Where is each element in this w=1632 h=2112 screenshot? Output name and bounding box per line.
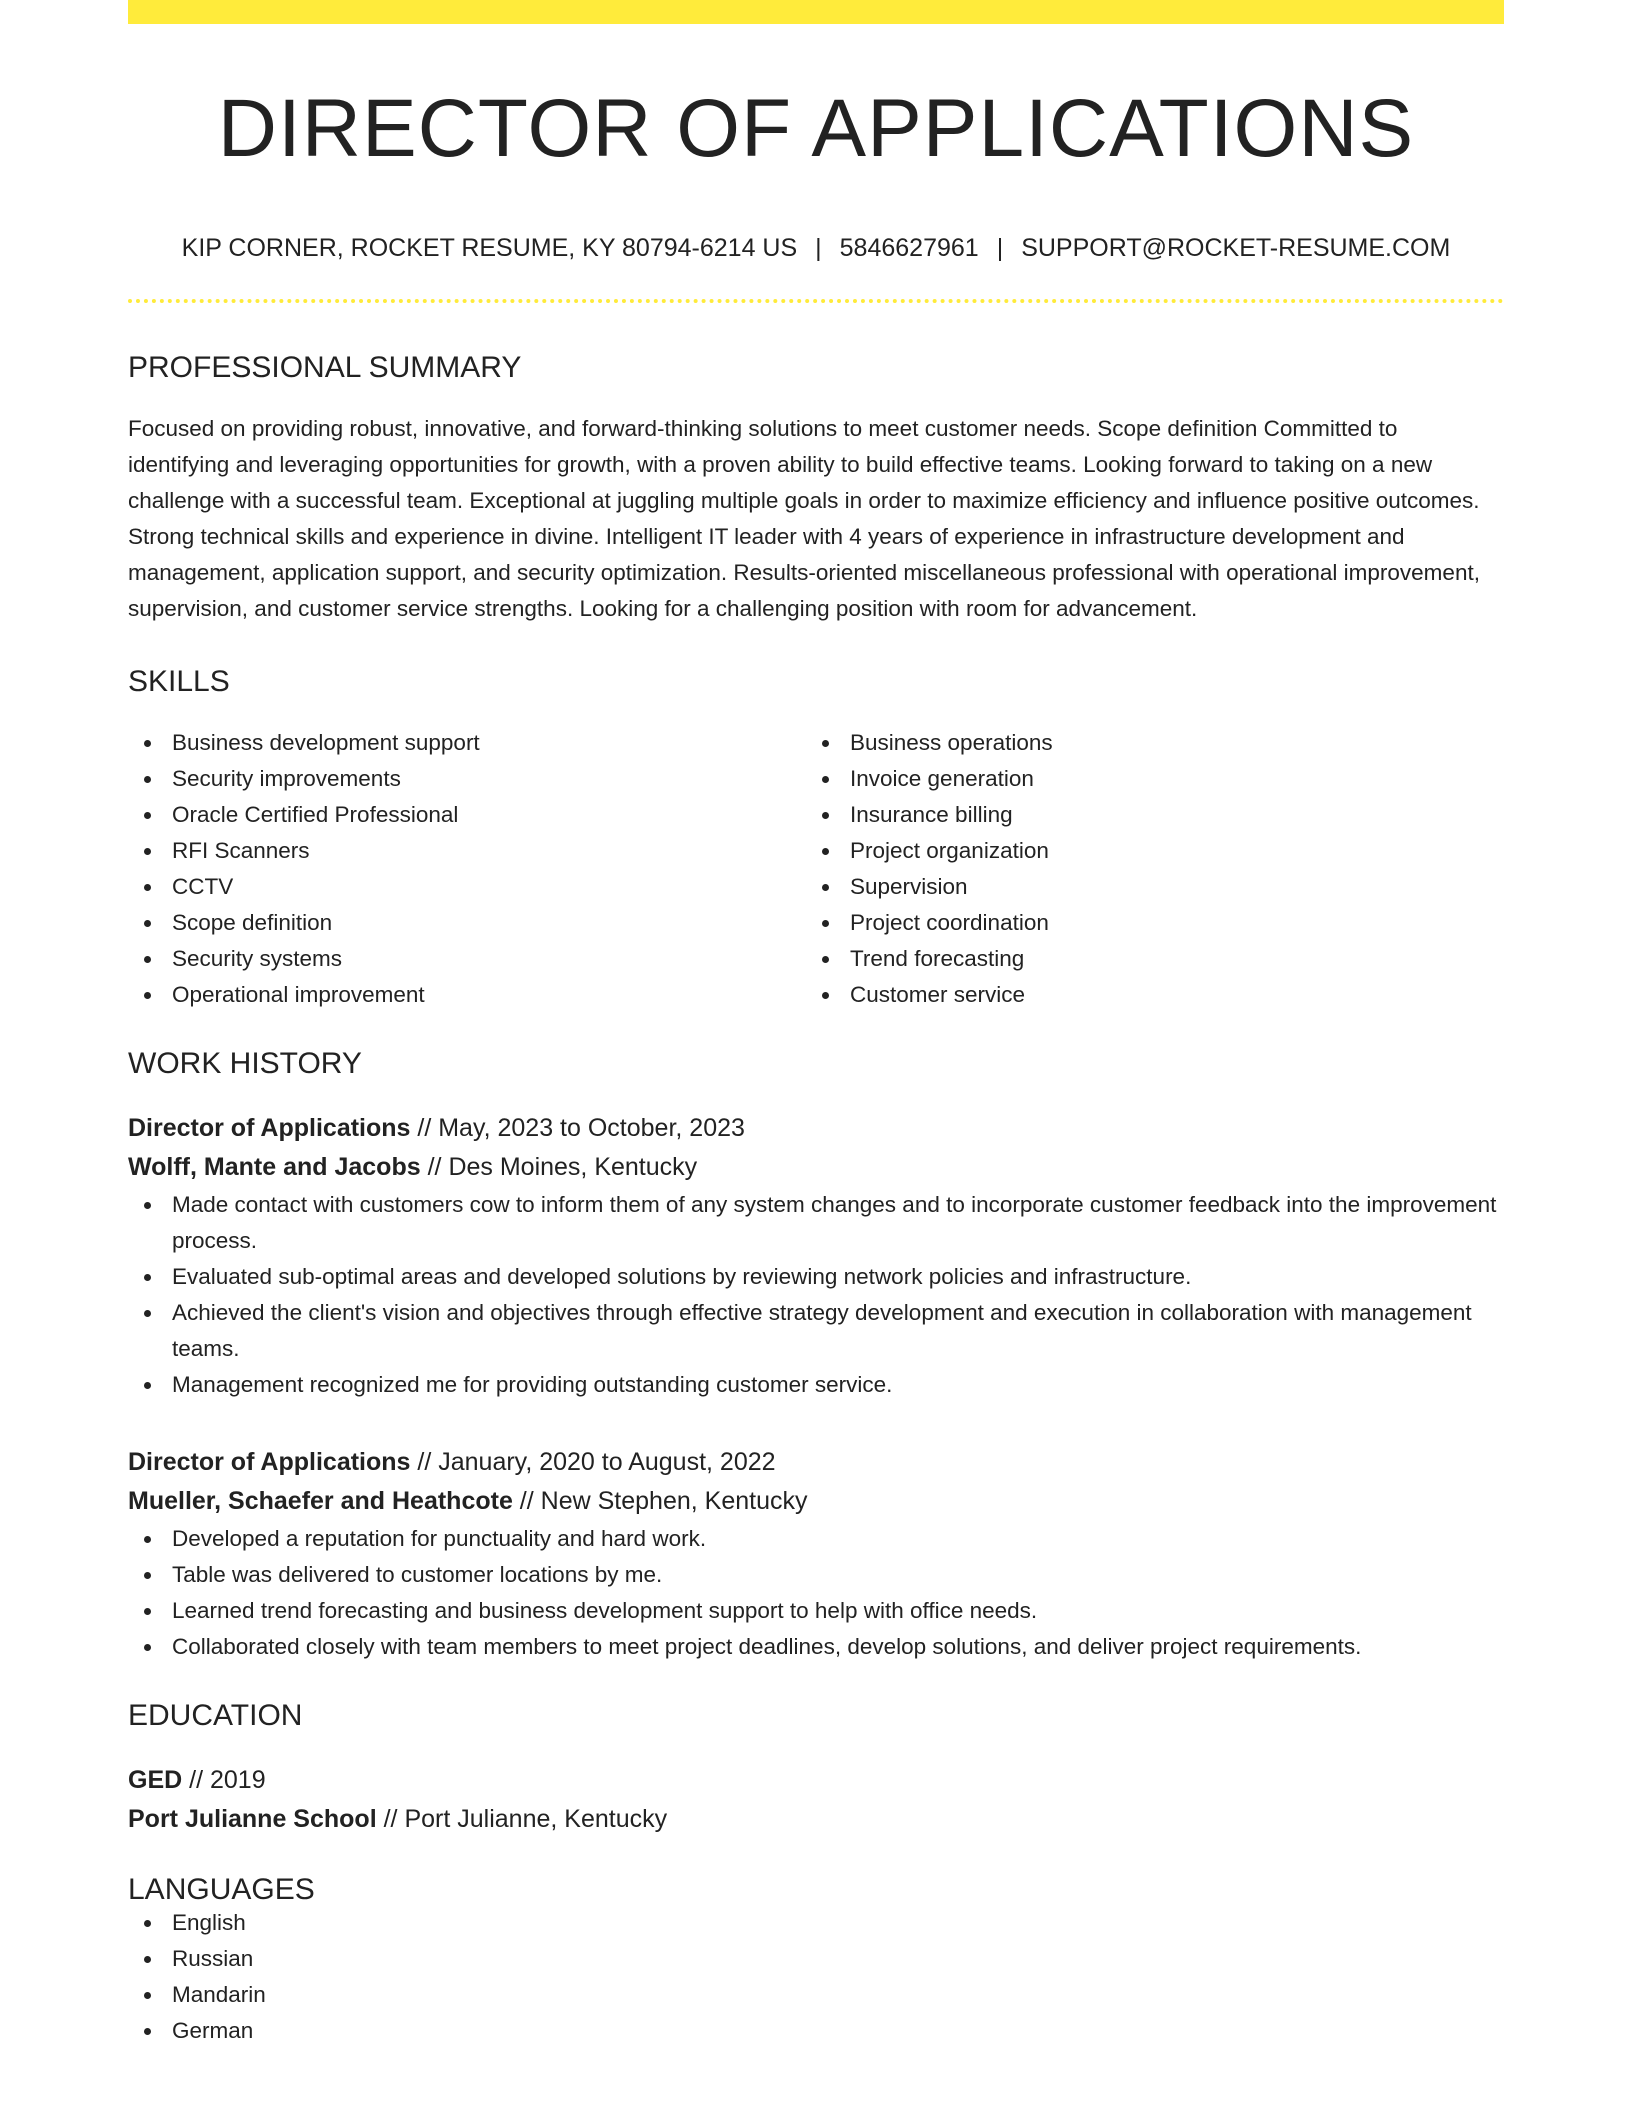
contact-line	[128, 236, 1504, 261]
job-separator: //	[410, 1114, 439, 1142]
job-dates: January, 2020 to August, 2022	[438, 1448, 776, 1476]
skill-item: Oracle Certified Professional	[128, 797, 806, 833]
skill-item: Supervision	[806, 869, 1484, 905]
skill-item: Trend forecasting	[806, 941, 1484, 977]
job-role-line	[128, 1109, 1504, 1148]
job-location: New Stephen, Kentucky	[540, 1487, 808, 1515]
job-bullet: Achieved the client's vision and objectives through effective strategy development and execution in collaboration with management teams.	[128, 1295, 1504, 1367]
contact-address: KIP CORNER, ROCKET RESUME, KY 80794-6214 US	[181, 234, 798, 262]
job-bullets-1	[128, 1187, 1504, 1403]
education-year: 2019	[209, 1766, 266, 1794]
skills-list-left	[128, 725, 806, 1013]
job-location: Des Moines, Kentucky	[448, 1153, 698, 1181]
education-degree: GED	[128, 1766, 183, 1794]
education-heading: EDUCATION	[128, 1699, 303, 1732]
skills-columns	[128, 725, 1504, 1013]
summary-text: Focused on providing robust, innovative, and forward-thinking solutions to meet customer needs. Scope definition Committed to identifying and leveraging opportunities for growth, with a proven ability to build effective teams. Looking forward to taking on a new challenge with a successful team. Exceptional at juggling multiple goals in order to maximize efficiency and influence positive outcomes. Strong technical skills and experience in divine. Intelligent IT leader with 4 years of experience in infrastructure development and management, application support, and security optimization. Results-oriented miscellaneous professional with operational improvement, supervision, and customer service strengths. Looking for a challenging position with room for advancement.	[128, 416, 1480, 621]
job-separator: //	[512, 1487, 541, 1515]
education-school-line	[128, 1800, 1504, 1839]
education-degree-line	[128, 1761, 1504, 1800]
job-company: Mueller, Schaefer and Heathcote	[128, 1487, 513, 1515]
resume-title: DIRECTOR OF APPLICATIONS	[217, 83, 1415, 174]
summary-heading: PROFESSIONAL SUMMARY	[128, 351, 522, 384]
contact-phone: 5846627961	[839, 234, 979, 262]
job-bullet: Evaluated sub-optimal areas and developed solutions by reviewing network policies and infrastructure.	[128, 1259, 1504, 1295]
contact-separator: |	[815, 234, 822, 262]
skills-list-right	[806, 725, 1484, 1013]
job-company-line	[128, 1482, 1504, 1521]
skill-item: Insurance billing	[806, 797, 1484, 833]
job-separator: //	[420, 1153, 449, 1181]
contact-email: SUPPORT@ROCKET-RESUME.COM	[1021, 234, 1451, 262]
education-entry	[128, 1761, 1504, 1839]
education-separator: //	[376, 1805, 405, 1833]
resume-page	[128, 0, 1504, 2049]
skill-item: Business development support	[128, 725, 806, 761]
job-dates: May, 2023 to October, 2023	[438, 1114, 745, 1142]
skill-item: Security systems	[128, 941, 806, 977]
education-separator: //	[182, 1766, 210, 1794]
job-role: Director of Applications	[128, 1448, 411, 1476]
job-separator: //	[410, 1448, 439, 1476]
job-bullet: Learned trend forecasting and business development support to help with office needs.	[128, 1593, 1504, 1629]
job-bullet: Collaborated closely with team members to meet project deadlines, develop solutions, and deliver project requirements.	[128, 1629, 1504, 1665]
education-location: Port Julianne, Kentucky	[404, 1805, 668, 1833]
job-bullet: Table was delivered to customer locations by me.	[128, 1557, 1504, 1593]
skill-item: Customer service	[806, 977, 1484, 1013]
skill-item: Project coordination	[806, 905, 1484, 941]
job-entry-2	[128, 1443, 1504, 1521]
job-company: Wolff, Mante and Jacobs	[128, 1153, 421, 1181]
skill-item: Operational improvement	[128, 977, 806, 1013]
skill-item: Project organization	[806, 833, 1484, 869]
skill-item: Business operations	[806, 725, 1484, 761]
contact-separator: |	[996, 234, 1004, 262]
skill-item: Scope definition	[128, 905, 806, 941]
language-item: Russian	[128, 1941, 1504, 1977]
language-item: Mandarin	[128, 1977, 1504, 2013]
skill-item: Security improvements	[128, 761, 806, 797]
dotted-divider	[128, 299, 1504, 303]
language-item: German	[128, 2013, 1504, 2049]
job-role-line	[128, 1443, 1504, 1482]
accent-bar	[128, 0, 1504, 24]
skill-item: Invoice generation	[806, 761, 1484, 797]
work-history-heading: WORK HISTORY	[128, 1047, 362, 1080]
job-role: Director of Applications	[128, 1114, 411, 1142]
job-bullets-2	[128, 1521, 1504, 1665]
language-item: English	[128, 1905, 1504, 1941]
job-bullet: Management recognized me for providing outstanding customer service.	[128, 1367, 1504, 1403]
job-entry-1	[128, 1109, 1504, 1187]
job-bullet: Developed a reputation for punctuality and hard work.	[128, 1521, 1504, 1557]
skill-item: CCTV	[128, 869, 806, 905]
skill-item: RFI Scanners	[128, 833, 806, 869]
job-company-line	[128, 1148, 1504, 1187]
skills-heading: SKILLS	[128, 665, 230, 698]
job-bullet: Made contact with customers cow to inform them of any system changes and to incorporate customer feedback into the improvement process.	[128, 1187, 1504, 1259]
education-school: Port Julianne School	[128, 1805, 377, 1833]
languages-heading: LANGUAGES	[128, 1873, 315, 1906]
languages-list	[128, 1905, 1504, 2049]
